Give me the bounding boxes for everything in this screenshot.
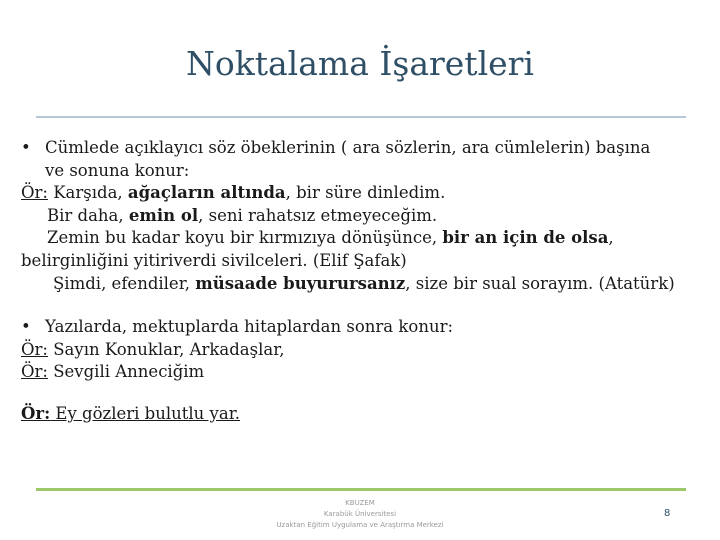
- example-text: Karşıda,: [47, 183, 128, 203]
- bullet-item: [21, 316, 701, 339]
- example-highlight: emin ol: [128, 205, 199, 225]
- example-line: [21, 182, 701, 205]
- example-text: , bir süre dinledim.: [285, 183, 446, 203]
- example-line: [21, 273, 701, 296]
- bullet-text-continuation: ve sonuna konur:: [45, 160, 190, 180]
- example-text: Şimdi, efendiler,: [53, 273, 196, 293]
- example-label: Ör:: [21, 362, 48, 382]
- bullet-item: [21, 137, 701, 160]
- example-highlight: bir an için de olsa: [442, 228, 609, 248]
- example-line: [21, 339, 701, 362]
- bullet-text: Cümlede açıklayıcı söz öbeklerinin ( ara sözlerin, ara cümlelerin) başına: [45, 138, 651, 157]
- bullet-marker: •: [21, 317, 31, 337]
- footer-text: [255, 498, 465, 531]
- example-line: [21, 205, 701, 228]
- footer-line: Karabük Üniversitesi: [323, 510, 397, 518]
- bullet-text: Yazılarda, mektuplarda hitaplardan sonra konur:: [45, 317, 454, 337]
- title-divider: [36, 116, 686, 118]
- example-label: Ör:: [21, 339, 48, 359]
- example-text: Sayın Konuklar, Arkadaşlar,: [47, 339, 285, 359]
- example-line: [21, 361, 701, 384]
- slide-body: [21, 137, 701, 426]
- example-label: Ör:: [21, 403, 51, 423]
- example-text: Sevgili Anneciğim: [47, 362, 205, 382]
- footer-divider: [36, 488, 686, 491]
- example-line: [21, 227, 701, 250]
- page-number: 8: [664, 508, 671, 519]
- example-line: [21, 403, 701, 426]
- example-label: Ör:: [21, 183, 48, 203]
- footer-line: KBUZEM: [345, 499, 375, 507]
- example-line-continuation: belirginliğini yitiriverdi sivilceleri. (Elif Şafak): [21, 250, 407, 270]
- example-text: Ey gözleri bulutlu yar.: [50, 403, 241, 423]
- example-text: , size bir sual sorayım. (Atatürk): [405, 273, 675, 293]
- example-text: Bir daha,: [47, 205, 129, 225]
- example-text: , seni rahatsız etmeyeceğim.: [198, 205, 438, 225]
- slide-title: Noktalama İşaretleri: [186, 44, 534, 83]
- bullet-marker: •: [21, 138, 31, 157]
- example-highlight: müsaade buyurursanız: [195, 273, 406, 293]
- footer-line: Uzaktan Eğitim Uygulama ve Araştırma Merkezi: [276, 521, 444, 529]
- example-highlight: ağaçların altında: [127, 183, 286, 203]
- example-text: Zemin bu kadar koyu bir kırmızıya dönüşünce,: [47, 228, 443, 248]
- example-text: ,: [608, 228, 614, 248]
